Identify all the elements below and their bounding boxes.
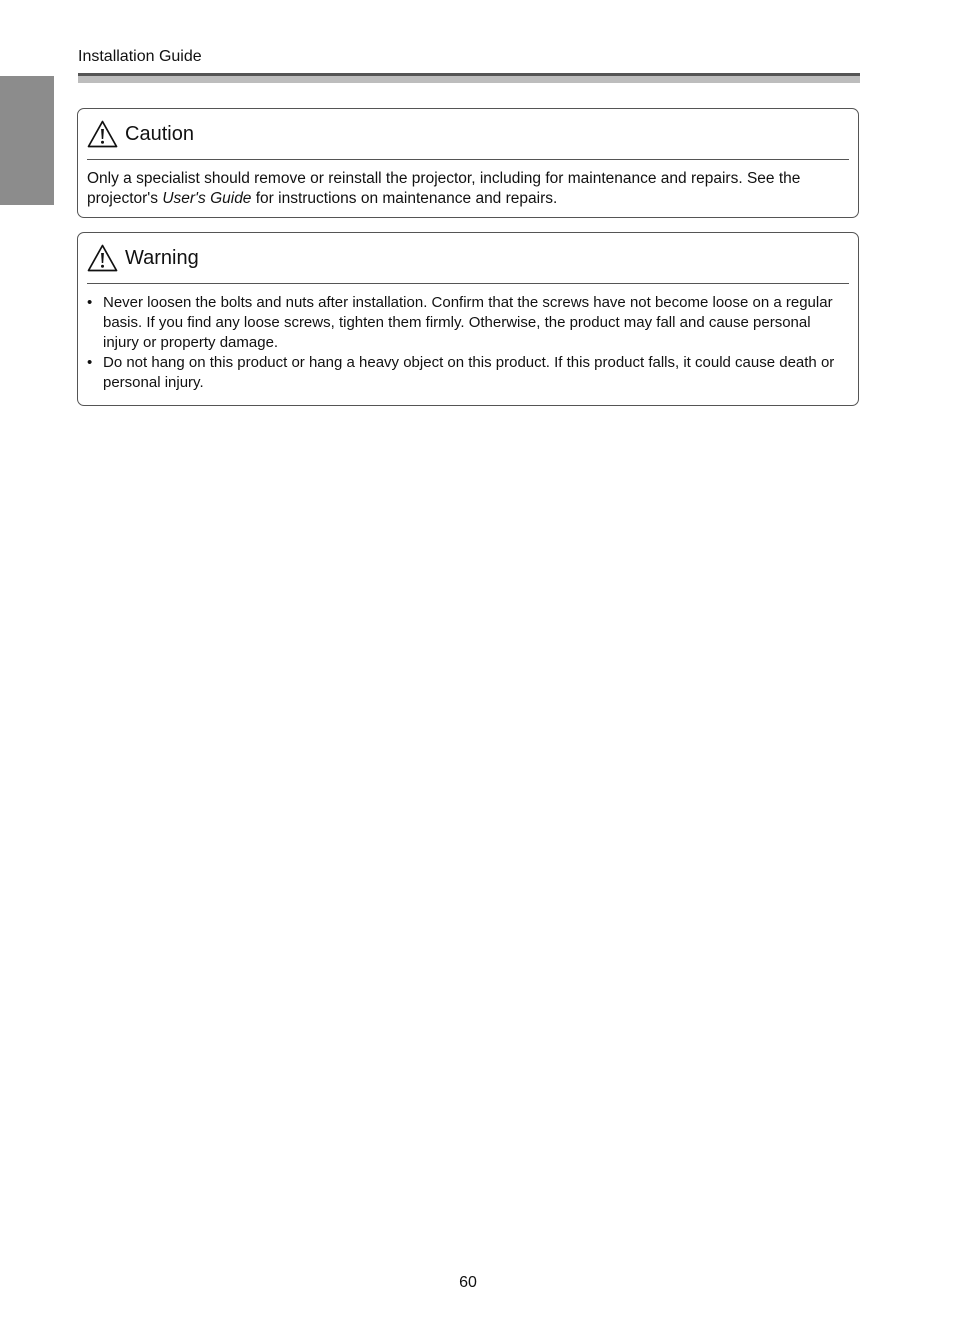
caution-box xyxy=(77,108,859,218)
warning-heading xyxy=(87,242,199,274)
caution-text-start: Only a specialist should remove or reinstall the projector, including for maintenance and repairs. See the projector's xyxy=(87,170,801,207)
warning-title: Warning xyxy=(125,247,199,269)
warning-list xyxy=(87,293,849,393)
section-side-tab xyxy=(0,76,54,205)
caution-divider xyxy=(87,159,849,160)
caution-body xyxy=(87,169,849,209)
caution-heading xyxy=(87,118,194,150)
header-rule xyxy=(78,73,860,83)
page-number: 60 xyxy=(459,1274,477,1291)
users-guide-title: User's Guide xyxy=(162,190,252,207)
warning-triangle-icon xyxy=(87,120,118,148)
running-header-title: Installation Guide xyxy=(78,48,202,65)
warning-triangle-icon xyxy=(87,244,118,272)
warning-divider xyxy=(87,283,849,284)
caution-title: Caution xyxy=(125,123,194,145)
warning-item: • Do not hang on this product or hang a heavy object on this product. If this product falls, it could cause death or personal injury. xyxy=(87,353,849,393)
warning-item: • Never loosen the bolts and nuts after installation. Confirm that the screws have not become loose on a regular basis. If you find any loose screws, tighten them firmly. Otherwise, the product may fall and cause personal injury or property damage. xyxy=(87,293,849,353)
caution-text xyxy=(87,169,849,209)
caution-text-end: for instructions on maintenance and repairs. xyxy=(251,190,558,207)
warning-box xyxy=(77,232,859,406)
warning-body xyxy=(87,293,849,393)
